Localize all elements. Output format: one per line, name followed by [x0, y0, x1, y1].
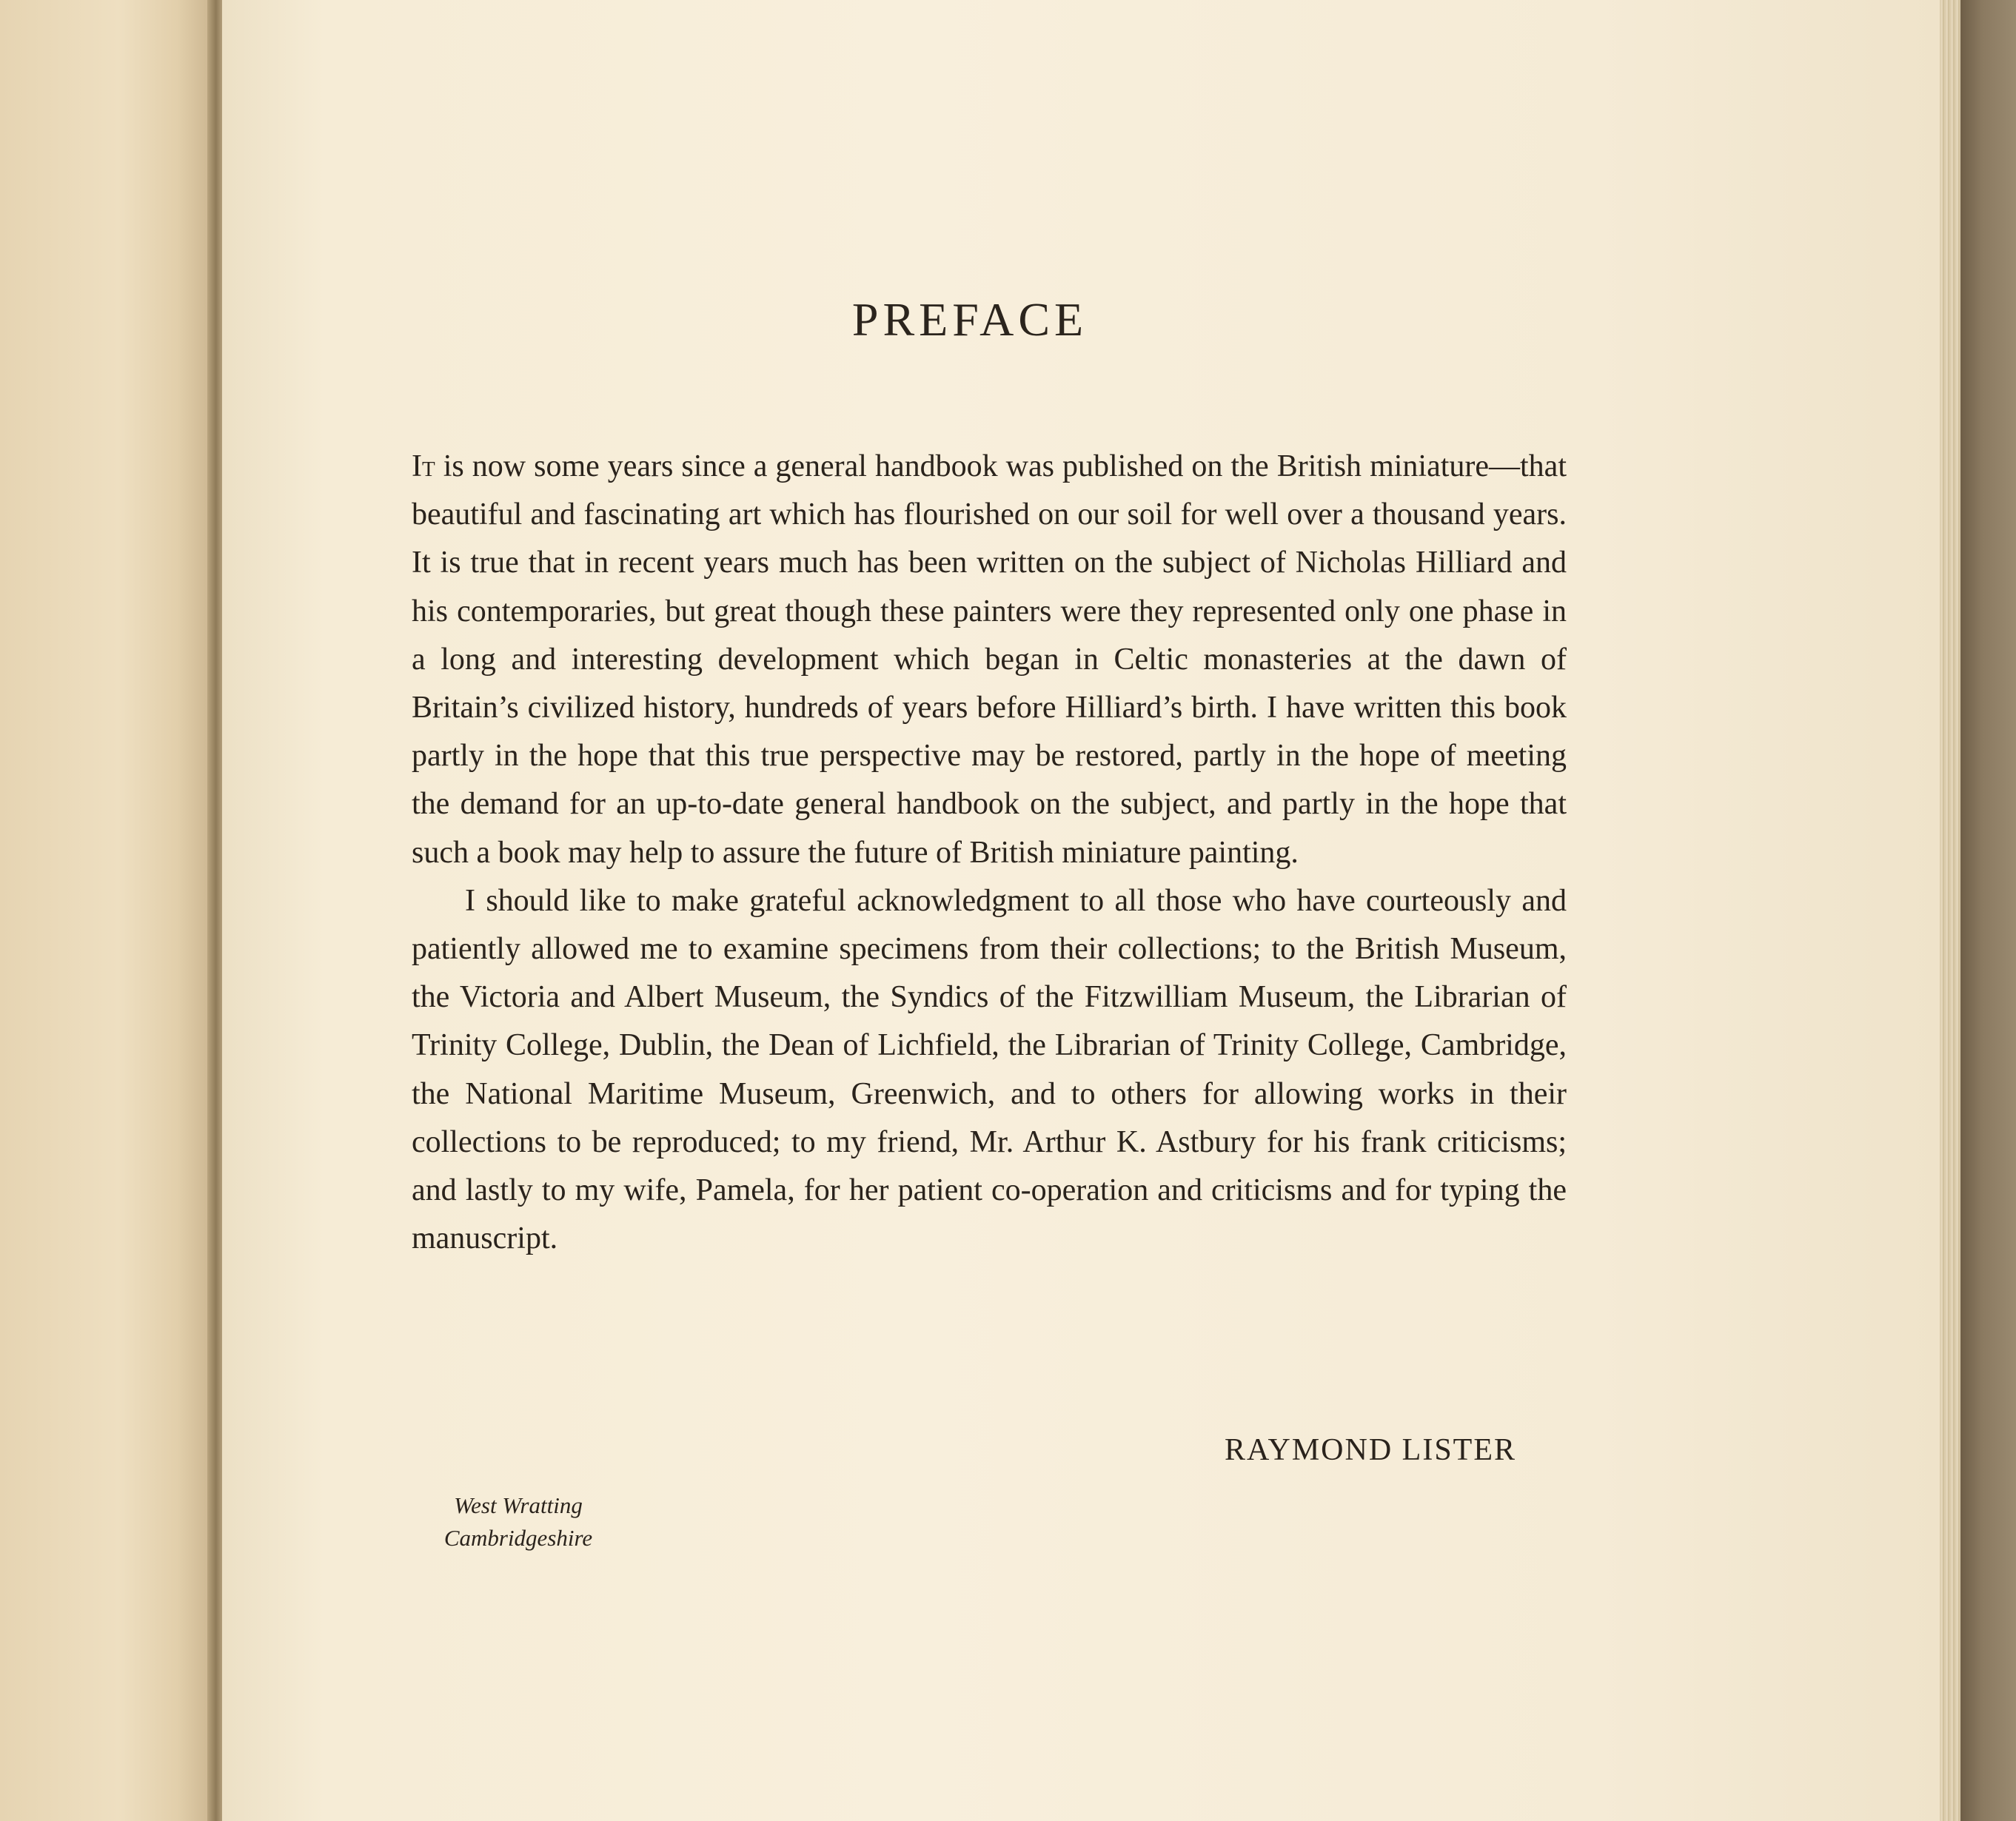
- preface-paragraph-2: [412, 877, 1567, 1264]
- place-block: [415, 1489, 622, 1555]
- book-cover-edge: [1960, 0, 2016, 1821]
- left-page: [0, 0, 216, 1821]
- preface-paragraph-1: [412, 443, 1567, 877]
- paragraph-text: is now some years since a general handbook was published on the British miniature—that beautiful and fascinating art which has flourished on our soil for well over a thousand years. It is true that in recent years much has been written on the subject of Nicholas Hilliard and his contemporaries, but great though these painters were they represented only one phase in a long and interesting development which began in Celtic monasteries at the dawn of Britain’s civilized history, hundreds of years before Hilliard’s birth. I have written this book partly in the hope that this true perspective may be restored, partly in the hope of meeting the demand for an up-to-date general handbook on the subject, and partly in the hope that such a book may help to assure the future of British miniature painting.: [412, 449, 1567, 870]
- author-signature: RAYMOND LISTER: [1225, 1433, 1516, 1467]
- paragraph-text: I should like to make grateful acknowledgment to all those who have courteously and patiently allowed me to examine specimens from their collections; to the British Museum, the Victoria and Albert Museum, the Syndics of the Fitzwilliam Museum, the Librarian of Trinity College, Dublin, the Dean of Lichfield, the Librarian of Trinity College, Cambridge, the National Maritime Museum, Greenwich, and to others for allowing works in their collections to be reproduced; to my friend, Mr. Arthur K. Astbury for his frank criticisms; and lastly to my wife, Pamela, for her patient co-operation and criticisms and for typing the manuscript.: [412, 883, 1567, 1256]
- page-edges: [1940, 0, 1960, 1821]
- page-title: PREFACE: [851, 293, 1088, 346]
- place-line-1: West Wratting: [454, 1492, 583, 1518]
- place-line-2: Cambridgeshire: [443, 1525, 593, 1551]
- preface-body: [412, 443, 1567, 1263]
- paragraph-lead-word: It: [412, 449, 435, 483]
